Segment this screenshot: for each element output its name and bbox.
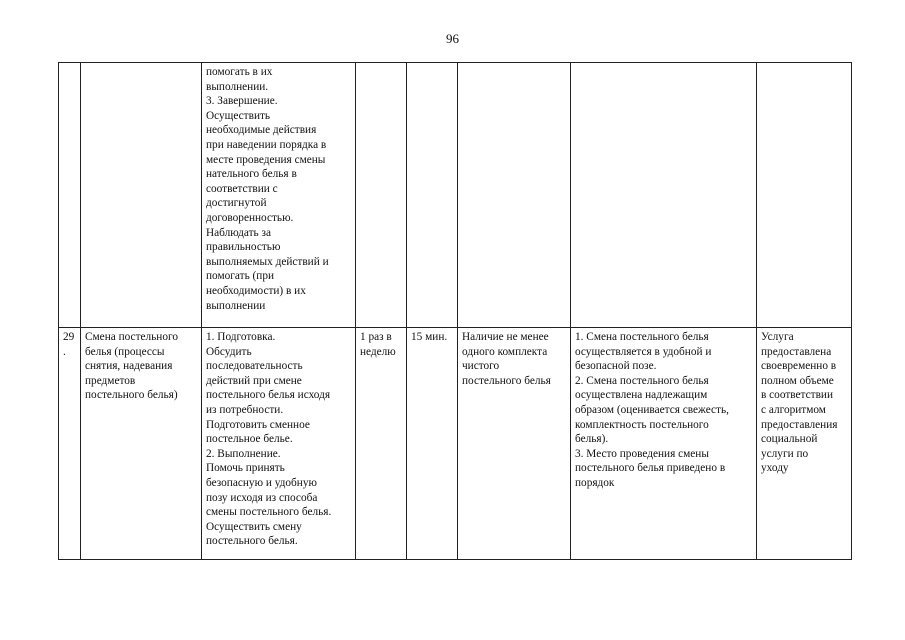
- service-name-cell: Смена постельного белья (процессы снятия, надевания предметов постельного белья): [81, 328, 202, 560]
- duration-cell: [407, 63, 458, 328]
- volume-cell: [458, 63, 571, 328]
- row-number-cell: [59, 63, 81, 328]
- table-row: [59, 328, 852, 560]
- result-cell: Услуга предоставлена своевременно в полном объеме в соответствии с алгоритмом предоставления социальной услуги по уходу: [757, 328, 852, 560]
- service-steps-cell: помогать в их выполнении. 3. Завершение. Осуществить необходимые действия при наведении порядка в месте проведения смены нательного белья в соответствии с достигнутой договоренностью. Наблюдать за правильностью выполняемых действий и помогать (при необходимости) в их выполнении: [202, 63, 356, 328]
- row-number-cell: 29.: [59, 328, 81, 560]
- result-cell: [757, 63, 852, 328]
- volume-cell: Наличие не менее одного комплекта чистого постельного белья: [458, 328, 571, 560]
- frequency-cell: [356, 63, 407, 328]
- duration-cell: 15 мин.: [407, 328, 458, 560]
- frequency-cell: 1 раз в неделю: [356, 328, 407, 560]
- service-name-cell: [81, 63, 202, 328]
- page-number: 96: [446, 31, 459, 46]
- quality-criteria-cell: [571, 63, 757, 328]
- quality-criteria-cell: 1. Смена постельного белья осуществляется в удобной и безопасной позе. 2. Смена постельного белья осуществлена надлежащим образом (оценивается свежесть, комплектность постельного белья). 3. Место проведения смены постельного белья приведено в порядок: [571, 328, 757, 560]
- service-steps-cell: 1. Подготовка. Обсудить последовательность действий при смене постельного белья исходя из потребности. Подготовить сменное постельное белье. 2. Выполнение. Помочь принять безопасную и удобную позу исходя из способа смены постельного белья. Осуществить смену постельного белья.: [202, 328, 356, 560]
- table-row: [59, 63, 852, 328]
- services-table: [58, 62, 852, 560]
